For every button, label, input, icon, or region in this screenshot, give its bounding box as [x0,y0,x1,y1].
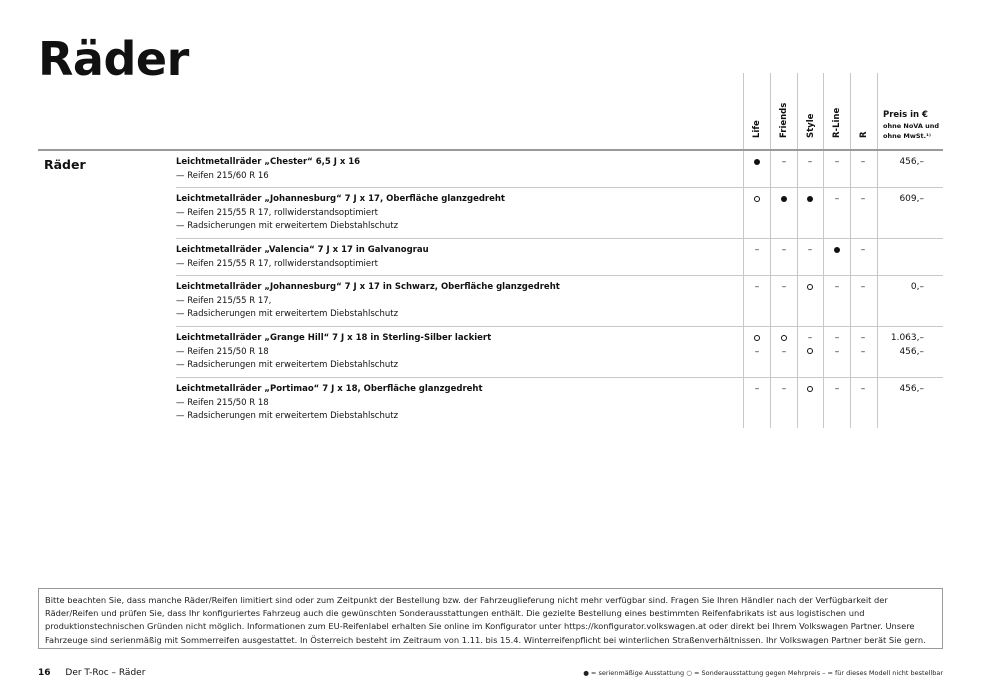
page-number: 16 [38,668,51,678]
header-divider [38,149,943,151]
column-header-r-line: R-Line [832,107,842,138]
availability-cell-life [747,156,767,170]
footer-left [38,668,145,678]
availability-cell-style: – [807,157,813,167]
optional-circle-icon [807,284,813,290]
availability-cell-style: – [807,333,813,343]
availability-cell-r-line: – [834,157,840,167]
standard-dot-icon [834,247,840,253]
table-row [176,281,736,322]
availability-cell-r: – [860,282,866,292]
wheel-name: Leichtmetallräder „Johannesburg“ 7 J x 17, Oberfläche glanzgedreht [176,194,505,204]
table-row [176,156,736,183]
wheel-name: Leichtmetallräder „Portimao“ 7 J x 18, Oberfläche glanzgedreht [176,384,483,394]
table-row [176,193,736,234]
availability-cell-r-line: – [834,333,840,343]
standard-dot-icon [781,196,787,202]
availability-cell-r-line [827,244,847,258]
wheel-detail: — Radsicherungen mit erweitertem Diebstahlschutz [176,221,399,231]
table-row [176,244,736,271]
column-divider [743,73,744,428]
availability-cell-life: – [754,384,760,394]
row-divider [176,275,943,276]
footer-legend: ● = serienmäßige Ausstattung ○ = Sonderausstattung gegen Mehrpreis – = für dieses Modell nicht bestellbar [583,669,943,677]
row-divider [176,326,943,327]
price-value: 456,– [899,346,924,357]
standard-dot-icon [807,196,813,202]
wheel-detail: — Reifen 215/50 R 18 [176,397,269,408]
wheel-detail: — Reifen 215/55 R 17, rollwiderstandsoptimiert [176,207,378,218]
availability-cell-r: – [860,346,866,357]
availability-cell-r: – [860,157,866,167]
optional-circle-icon [781,335,787,341]
wheel-detail: — Reifen 215/55 R 17, rollwiderstandsoptimiert [176,258,378,269]
wheel-detail: — Reifen 215/50 R 18 [176,346,269,357]
standard-dot-icon [754,159,760,165]
price-subtitle-1: ohne NoVA und [883,122,940,130]
row-divider [176,377,943,378]
column-header-style: Style [806,113,816,138]
availability-cell-r-line: – [834,384,840,394]
table-row [176,332,736,373]
availability-cell-r-line: – [834,282,840,292]
wheel-detail: — Radsicherungen mit erweitertem Diebstahlschutz [176,411,399,421]
availability-cell-life: – [754,245,760,255]
wheel-name: Leichtmetallräder „Chester“ 6,5 J x 16 [176,157,361,167]
price-subtitle-2: ohne MwSt.¹⁾ [883,132,931,140]
wheel-name: Leichtmetallräder „Johannesburg“ 7 J x 17 in Schwarz, Oberfläche glanzgedreht [176,282,560,292]
wheel-detail: — Reifen 215/60 R 16 [176,170,269,181]
column-divider [877,73,878,428]
column-header-r: R [859,131,869,138]
availability-cell-r: – [860,333,866,343]
availability-cell-life [747,332,767,346]
optional-circle-icon [807,386,813,392]
availability-cell-r-line: – [834,346,840,357]
price-value: 1.063,– [890,333,924,343]
price-value: 609,– [899,194,924,204]
column-header-friends: Friends [779,102,789,138]
price-title: Preis in € [883,110,928,120]
price-value: 0,– [910,282,924,292]
availability-cell-life: – [754,346,760,357]
wheel-detail: — Radsicherungen mit erweitertem Diebstahlschutz [176,309,399,319]
availability-cell-r: – [860,194,866,204]
row-divider [176,238,943,239]
availability-cell-style [800,346,820,360]
availability-cell-style: – [807,245,813,255]
table-row [176,383,736,424]
availability-cell-r-line: – [834,194,840,204]
column-divider [770,73,771,428]
tire-notice: Bitte beachten Sie, dass manche Räder/Reifen limitiert sind oder zum Zeitpunkt der Bestellung bzw. der Fahrzeuglieferung nicht mehr verfügbar sind. Fragen Sie Ihren Händler nach der Verfügbarkeit der Räder/Reifen und prüfen Sie, dass Ihr konfiguriertes Fahrzeug auch die gewünschten Sonderausstattungen enthält. Die gezielte Bestellung eines bestimmten Reifenfabrikats ist aus logistischen und produktionstechnischen Gründen nicht möglich. Informationen zum EU-Reifenlabel erhalten Sie online im Konfigurator unter https://konfigurator.volkswagen.at oder direkt bei Ihrem Volkswagen Partner. Unsere Fahrzeuge sind serienmäßig mit Sommerreifen ausgestattet. In Österreich besteht im Zeitraum von 1.11. bis 15.4. Winterreifenpflicht bei winterlichen Straßenverhältnissen. Ihr Volkswagen Partner berät Sie gern. [38,588,943,649]
wheel-detail: — Radsicherungen mit erweitertem Diebstahlschutz [176,360,399,370]
availability-cell-friends: – [781,157,787,167]
availability-cell-friends: – [781,384,787,394]
optional-circle-icon [807,348,813,354]
availability-cell-style [800,383,820,397]
wheel-name: Leichtmetallräder „Grange Hill“ 7 J x 18 in Sterling-Silber lackiert [176,333,492,343]
wheel-detail: — Reifen 215/55 R 17, [176,295,272,306]
availability-cell-r: – [860,245,866,255]
availability-cell-friends [774,332,794,346]
price-value: 456,– [899,157,924,167]
availability-cell-friends [774,193,794,207]
section-label: Räder [44,157,86,172]
column-header-life: Life [752,120,762,138]
column-header-price [883,110,939,141]
column-divider [823,73,824,428]
availability-cell-r: – [860,384,866,394]
footer-section: Der T-Roc – Räder [65,668,146,678]
availability-cell-friends: – [781,245,787,255]
column-divider [797,73,798,428]
availability-cell-life [747,193,767,207]
availability-cell-friends: – [781,282,787,292]
optional-circle-icon [754,335,760,341]
row-divider [176,187,943,188]
availability-cell-style [800,193,820,207]
availability-cell-life: – [754,282,760,292]
optional-circle-icon [754,196,760,202]
page-title: Räder [38,32,189,86]
wheel-name: Leichtmetallräder „Valencia“ 7 J x 17 in Galvanograu [176,245,429,255]
price-value: 456,– [899,384,924,394]
availability-cell-style [800,281,820,295]
column-divider [850,73,851,428]
availability-cell-friends: – [781,346,787,357]
